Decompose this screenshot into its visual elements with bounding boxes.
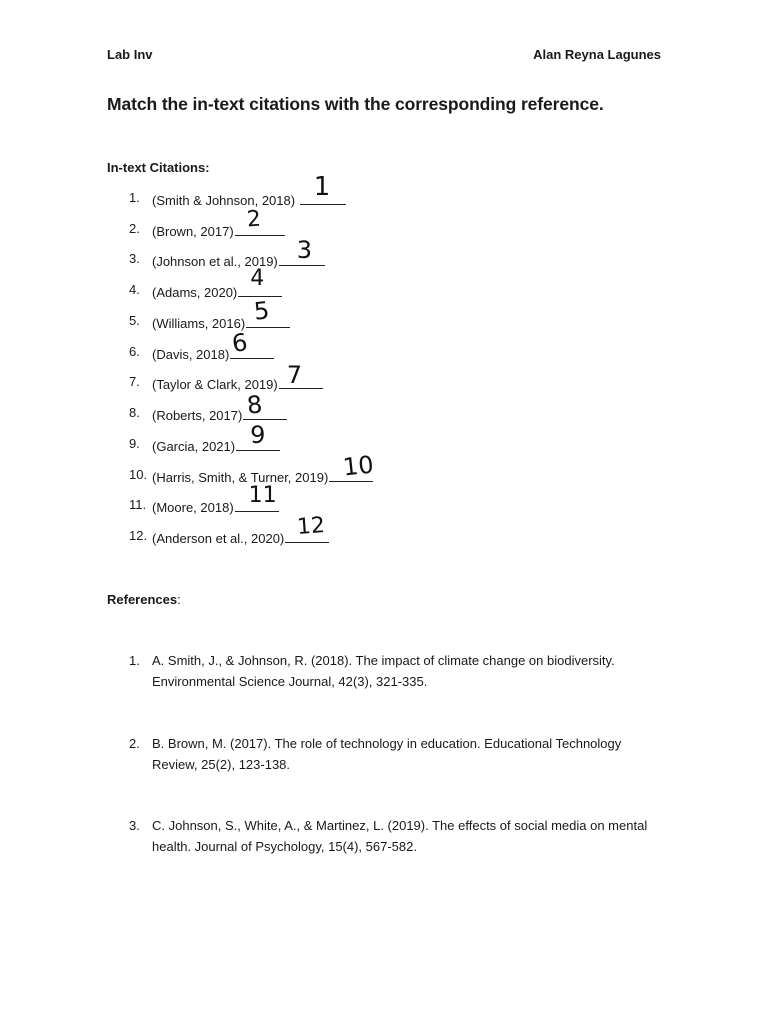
citation-text: (Smith & Johnson, 2018)	[152, 193, 299, 208]
citation-text: (Brown, 2017)	[152, 224, 234, 239]
reference-number: 1.	[129, 653, 140, 668]
handwritten-answer: 5	[252, 296, 271, 326]
handwritten-answer: 6	[230, 328, 250, 358]
citation-entry	[152, 328, 274, 362]
citation-text: (Harris, Smith, & Turner, 2019)	[152, 470, 329, 485]
citation-entry	[152, 361, 323, 392]
references-heading-colon: :	[177, 592, 181, 607]
handwritten-answer: 1	[313, 172, 331, 202]
answer-blank[interactable]	[236, 421, 280, 451]
citation-number: 9.	[129, 436, 140, 451]
answer-blank[interactable]	[300, 172, 346, 205]
citation-text: (Anderson et al., 2020)	[152, 531, 285, 546]
reference-number: 2.	[129, 736, 140, 751]
header-course: Lab Inv	[107, 47, 153, 62]
handwritten-answer: 8	[245, 390, 265, 420]
handwritten-answer: 10	[341, 450, 376, 482]
citation-text: (Davis, 2018)	[152, 347, 230, 362]
citation-number: 11.	[129, 497, 147, 512]
citation-entry	[152, 421, 280, 454]
citation-text: (Taylor & Clark, 2019)	[152, 377, 278, 392]
citation-number: 1.	[129, 190, 140, 205]
references-heading	[107, 592, 181, 607]
citation-number: 8.	[129, 405, 140, 420]
answer-blank[interactable]	[238, 266, 282, 297]
answer-blank[interactable]	[329, 450, 376, 482]
answer-blank[interactable]	[279, 236, 325, 266]
handwritten-answer: 3	[296, 236, 313, 264]
citation-number: 12.	[129, 528, 148, 543]
handwritten-answer: 7	[286, 361, 302, 389]
citation-number: 2.	[129, 221, 140, 236]
citation-text: (Williams, 2016)	[152, 316, 246, 331]
answer-blank[interactable]	[230, 328, 274, 359]
citation-entry	[152, 172, 346, 208]
reference-text: C. Johnson, S., White, A., & Martinez, L. (2019). The effects of social media on mental health. Journal of Psychology, 15(4), 567-582.	[152, 818, 648, 854]
citation-number: 10.	[129, 467, 148, 482]
citation-text: (Roberts, 2017)	[152, 408, 243, 423]
citation-number: 6.	[129, 344, 140, 359]
citations-heading: In-text Citations:	[107, 160, 210, 175]
answer-blank[interactable]	[235, 483, 279, 512]
answer-blank[interactable]	[285, 513, 329, 543]
handwritten-answer: 2	[245, 206, 262, 233]
handwritten-answer: 9	[250, 421, 266, 449]
citation-number: 4.	[129, 282, 140, 297]
citation-entry	[152, 390, 287, 423]
references-heading-label: References	[107, 592, 178, 607]
answer-blank[interactable]	[235, 206, 285, 236]
handwritten-answer: 4	[250, 266, 265, 291]
citation-entry	[152, 206, 285, 239]
citation-entry	[152, 236, 325, 269]
reference-number: 3.	[129, 818, 140, 833]
citation-text: (Adams, 2020)	[152, 285, 238, 300]
citation-entry	[152, 483, 279, 515]
citation-number: 5.	[129, 313, 140, 328]
handwritten-answer: 12	[296, 513, 327, 540]
citation-entry	[152, 296, 290, 331]
citation-text: (Moore, 2018)	[152, 500, 234, 515]
answer-blank[interactable]	[279, 361, 323, 389]
citation-entry	[152, 513, 329, 546]
answer-blank[interactable]	[243, 390, 287, 420]
reference-text: B. Brown, M. (2017). The role of technology in education. Educational Technology Review, 25(2), 123-138.	[152, 736, 622, 772]
citation-text: (Garcia, 2021)	[152, 439, 236, 454]
header-student-name: Alan Reyna Lagunes	[533, 47, 661, 62]
citation-number: 3.	[129, 251, 140, 266]
answer-blank[interactable]	[246, 296, 290, 328]
citation-number: 7.	[129, 374, 140, 389]
page-title: Match the in-text citations with the corresponding reference.	[107, 94, 604, 114]
reference-text: A. Smith, J., & Johnson, R. (2018). The impact of climate change on biodiversity. Environmental Science Journal, 42(3), 321-335.	[152, 653, 615, 689]
citation-text: (Johnson et al., 2019)	[152, 254, 278, 269]
handwritten-answer: 11	[248, 483, 277, 508]
